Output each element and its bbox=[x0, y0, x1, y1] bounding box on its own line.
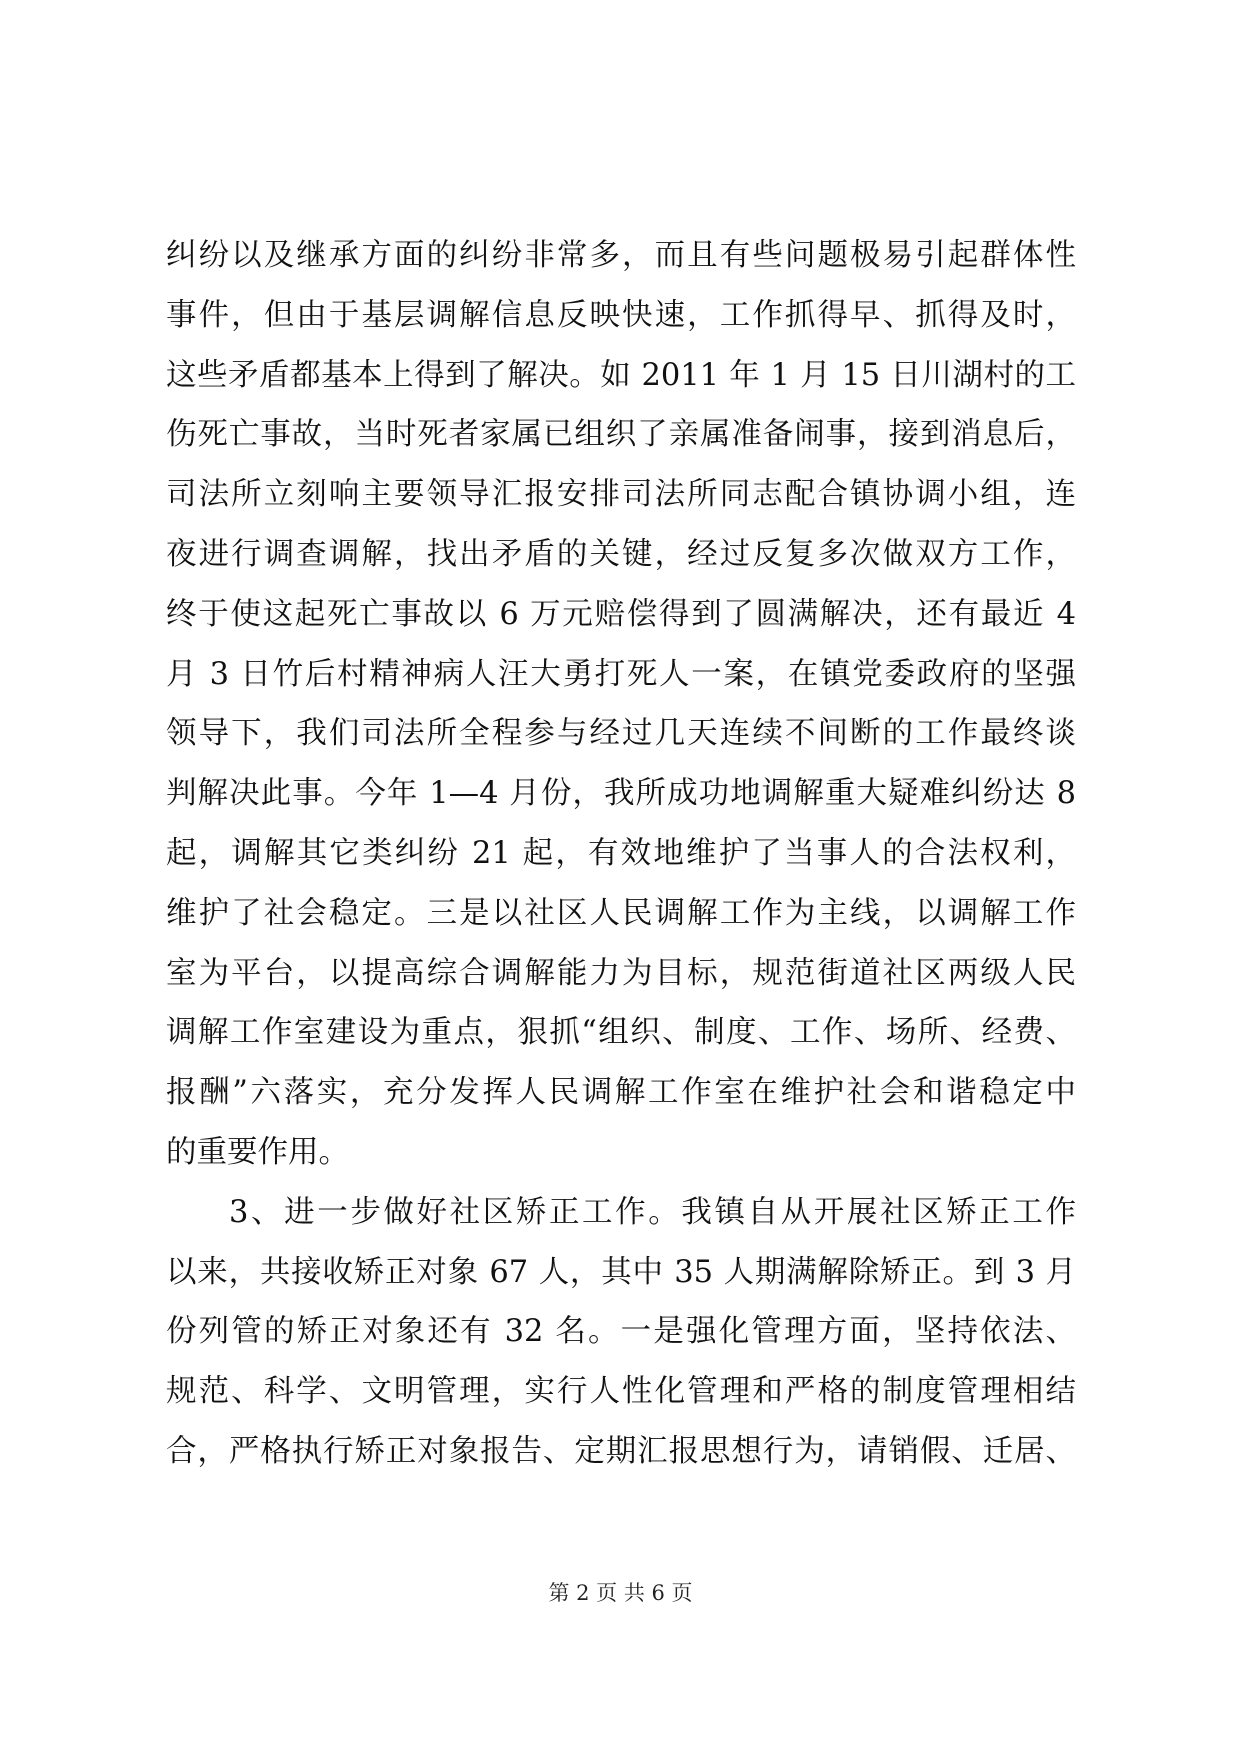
text-line: 3、进一步做好社区矫正工作。我镇自从开展社区矫正工作 bbox=[229, 1194, 1076, 1230]
text-line: 室为平台，以提高综合调解能力为目标，规范街道社区两级人民 bbox=[166, 955, 1076, 991]
text-line: 份列管的矫正对象还有 32 名。一是强化管理方面，坚持依法、 bbox=[166, 1314, 1076, 1350]
text-line: 纠纷以及继承方面的纠纷非常多，而且有些问题极易引起群体性 bbox=[166, 238, 1076, 273]
text-line: 这些矛盾都基本上得到了解决。如 2011 年 1 月 15 日川湖村的工 bbox=[166, 357, 1076, 393]
text-line: 的重要作用。 bbox=[166, 1134, 349, 1170]
text-line: 维护了社会稳定。三是以社区人民调解工作为主线，以调解工作 bbox=[166, 895, 1076, 931]
text-line: 合，严格执行矫正对象报告、定期汇报思想行为，请销假、迁居、 bbox=[166, 1433, 1076, 1469]
document-body bbox=[166, 226, 1076, 1482]
text-line: 判解决此事。今年 1—4 月份，我所成功地调解重大疑难纠纷达 8 bbox=[166, 776, 1076, 812]
text-line: 事件，但由于基层调解信息反映快速，工作抓得早、抓得及时， bbox=[166, 297, 1076, 333]
text-line: 报酬”六落实，充分发挥人民调解工作室在维护社会和谐稳定中 bbox=[166, 1075, 1076, 1111]
text-line: 起，调解其它类纠纷 21 起，有效地维护了当事人的合法权利， bbox=[166, 835, 1076, 871]
text-line: 司法所立刻响主要领导汇报安排司法所同志配合镇协调小组，连 bbox=[166, 477, 1076, 513]
text-line: 领导下，我们司法所全程参与经过几天连续不间断的工作最终谈 bbox=[166, 716, 1076, 752]
page-number-footer: 第 2 页 共 6 页 bbox=[548, 1581, 693, 1605]
text-line: 以来，共接收矫正对象 67 人，其中 35 人期满解除矫正。到 3 月 bbox=[166, 1254, 1076, 1290]
text-line: 调解工作室建设为重点，狠抓“组织、制度、工作、场所、经费、 bbox=[166, 1015, 1076, 1051]
text-line: 夜进行调查调解，找出矛盾的关键，经过反复多次做双方工作， bbox=[166, 536, 1076, 572]
paragraph-1 bbox=[166, 226, 1076, 1183]
text-line: 月 3 日竹后村精神病人汪大勇打死人一案，在镇党委政府的坚强 bbox=[166, 656, 1076, 692]
text-line: 规范、科学、文明管理，实行人性化管理和严格的制度管理相结 bbox=[166, 1374, 1076, 1410]
text-line: 伤死亡事故，当时死者家属已组织了亲属准备闹事，接到消息后， bbox=[166, 417, 1076, 453]
paragraph-2 bbox=[166, 1183, 1076, 1482]
text-line: 终于使这起死亡事故以 6 万元赔偿得到了圆满解决，还有最近 4 bbox=[166, 596, 1076, 632]
